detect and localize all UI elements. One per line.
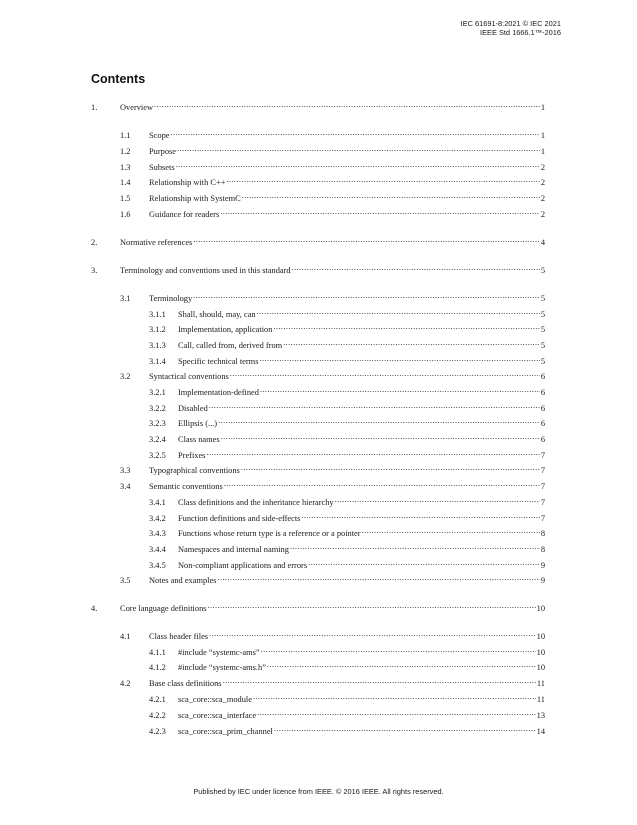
toc-entry-3-4-4[interactable] [149, 541, 545, 552]
toc-entry-title: Typographical conventions [149, 466, 240, 475]
toc-entry-title: #include “systemc-ams” [178, 648, 260, 657]
toc-entry-title: Shall, should, may, can [178, 310, 256, 319]
toc-entry-title: Class header files [149, 632, 209, 641]
toc-entry-number: 1. [91, 103, 98, 112]
toc-entry-title: Namespaces and internal naming [178, 545, 289, 554]
toc-dot-leader [242, 190, 540, 201]
toc-entry-title: Core language definitions [120, 604, 207, 613]
toc-entry-page: 11 [536, 695, 545, 704]
toc-entry-4-1-2[interactable] [149, 659, 545, 670]
toc-dot-leader [209, 400, 540, 411]
toc-entry-title: Notes and examples [149, 576, 217, 585]
toc-dot-leader [177, 143, 540, 154]
toc-entry-number: 3.2.3 [149, 419, 166, 428]
toc-entry-title: Disabled [178, 404, 208, 413]
toc-entry-title: Base class definitions [149, 679, 222, 688]
toc-entry-title: Scope [149, 131, 170, 140]
toc-entry-3[interactable] [91, 262, 545, 273]
toc-entry-number: 1.6 [120, 210, 131, 219]
toc-entry-title: Prefixes [178, 451, 206, 460]
toc-dot-leader [260, 384, 540, 395]
toc-entry-title: Normative references [120, 238, 193, 247]
toc-dot-leader [170, 127, 539, 138]
toc-entry-3-4[interactable] [120, 478, 545, 489]
toc-dot-leader [267, 659, 536, 670]
toc-entry-number: 3.1.3 [149, 341, 166, 350]
toc-dot-leader [193, 234, 540, 245]
toc-dot-leader [224, 478, 540, 489]
toc-entry-1-6[interactable] [120, 206, 545, 217]
toc-entry-page: 5 [540, 294, 545, 303]
toc-entry-number: 4.1.2 [149, 663, 166, 672]
toc-entry-page: 4 [540, 238, 545, 247]
toc-entry-title: Call, called from, derived from [178, 341, 283, 350]
toc-dot-leader [209, 628, 536, 639]
toc-entry-page: 13 [536, 711, 545, 720]
toc-entry-number: 3.4.4 [149, 545, 166, 554]
toc-entry-4-2-2[interactable] [149, 707, 545, 718]
toc-entry-1-3[interactable] [120, 159, 545, 170]
toc-entry-page: 2 [540, 194, 545, 203]
toc-entry-page: 6 [540, 372, 545, 381]
toc-entry-title: #include “systemc-ams.h” [178, 663, 266, 672]
footer-copyright: Published by IEC under licence from IEEE. © 2016 IEEE. All rights reserved. [193, 787, 444, 796]
toc-entry-title: Purpose [149, 147, 176, 156]
toc-entry-4-2[interactable] [120, 675, 545, 686]
toc-entry-title: Syntactical conventions [149, 372, 229, 381]
toc-entry-4[interactable] [91, 600, 545, 611]
toc-entry-title: Functions whose return type is a reference or a pointer [178, 529, 361, 538]
toc-dot-leader [274, 723, 536, 734]
toc-entry-title: Function definitions and side-effects [178, 514, 301, 523]
toc-entry-number: 4.2.2 [149, 711, 166, 720]
toc-entry-page: 2 [540, 178, 545, 187]
toc-entry-3-2-3[interactable] [149, 415, 545, 426]
toc-entry-title: sca_core::sca_module [178, 695, 252, 704]
toc-entry-4-1-1[interactable] [149, 644, 545, 655]
toc-entry-page: 5 [540, 357, 545, 366]
toc-dot-leader [217, 572, 539, 583]
toc-entry-4-2-1[interactable] [149, 691, 545, 702]
toc-entry-number: 4. [91, 604, 98, 613]
toc-dot-leader [301, 510, 539, 521]
toc-dot-leader [253, 691, 536, 702]
toc-entry-title: sca_core::sca_interface [178, 711, 257, 720]
toc-entry-3-2-2[interactable] [149, 400, 545, 411]
toc-entry-title: Semantic conventions [149, 482, 223, 491]
toc-entry-page: 10 [536, 663, 545, 672]
toc-entry-3-3[interactable] [120, 462, 545, 473]
toc-entry-number: 4.1 [120, 632, 131, 641]
toc-entry-page: 11 [536, 679, 545, 688]
toc-entry-page: 10 [536, 604, 545, 613]
toc-dot-leader [259, 353, 539, 364]
toc-entry-page: 6 [540, 404, 545, 413]
toc-entry-title: Implementation-defined [178, 388, 259, 397]
toc-dot-leader [230, 368, 540, 379]
toc-entry-page: 10 [536, 648, 545, 657]
toc-dot-leader [241, 462, 540, 473]
toc-entry-number: 3.2.2 [149, 404, 166, 413]
toc-entry-number: 3.4 [120, 482, 131, 491]
toc-entry-number: 1.5 [120, 194, 131, 203]
toc-entry-page: 5 [540, 266, 545, 275]
toc-dot-leader [221, 431, 540, 442]
toc-entry-page: 9 [540, 561, 545, 570]
toc-entry-number: 3.1.2 [149, 325, 166, 334]
toc-dot-leader [226, 174, 539, 185]
toc-entry-3-1[interactable] [120, 290, 545, 301]
toc-entry-number: 3.1.1 [149, 310, 166, 319]
toc-entry-number: 3.3 [120, 466, 131, 475]
toc-entry-number: 3.4.1 [149, 498, 166, 507]
toc-dot-leader [154, 99, 540, 110]
toc-entry-title: Ellipsis (...) [178, 419, 218, 428]
toc-entry-page: 8 [540, 545, 545, 554]
toc-entry-number: 3.2.5 [149, 451, 166, 460]
toc-entry-title: Terminology and conventions used in this standard [120, 266, 291, 275]
toc-entry-number: 3. [91, 266, 98, 275]
toc-entry-3-4-2[interactable] [149, 510, 545, 521]
toc-entry-number: 2. [91, 238, 98, 247]
toc-dot-leader [257, 707, 536, 718]
toc-entry-title: Class definitions and the inheritance hierarchy [178, 498, 334, 507]
toc-entry-number: 1.3 [120, 163, 131, 172]
toc-entry-3-1-2[interactable] [149, 321, 545, 332]
toc-entry-page: 5 [540, 310, 545, 319]
toc-entry-page: 8 [540, 529, 545, 538]
toc-entry-number: 3.4.5 [149, 561, 166, 570]
toc-entry-page: 1 [540, 103, 545, 112]
toc-entry-page: 9 [540, 576, 545, 585]
toc-entry-number: 1.2 [120, 147, 131, 156]
toc-entry-page: 2 [540, 210, 545, 219]
toc-entry-3-1-3[interactable] [149, 337, 545, 348]
toc-dot-leader [292, 262, 540, 273]
toc-dot-leader [335, 494, 540, 505]
toc-entry-4-1[interactable] [120, 628, 545, 639]
toc-entry-4-2-3[interactable] [149, 723, 545, 734]
toc-entry-1-1[interactable] [120, 127, 545, 138]
toc-entry-3-2-4[interactable] [149, 431, 545, 442]
header-standard-ieee: IEEE Std 1666.1™-2016 [480, 28, 561, 37]
toc-entry-3-4-3[interactable] [149, 525, 545, 536]
toc-entry-title: Specific technical terms [178, 357, 259, 366]
toc-dot-leader [223, 675, 536, 686]
toc-entry-title: Relationship with C++ [149, 178, 226, 187]
toc-entry-page: 1 [540, 131, 545, 140]
toc-entry-title: Overview [120, 103, 154, 112]
toc-entry-number: 3.2 [120, 372, 131, 381]
toc-dot-leader [218, 415, 540, 426]
toc-entry-page: 7 [540, 482, 545, 491]
toc-entry-number: 1.4 [120, 178, 131, 187]
toc-entry-page: 5 [540, 341, 545, 350]
toc-dot-leader [257, 306, 540, 317]
toc-entry-2[interactable] [91, 234, 545, 245]
toc-entry-1-5[interactable] [120, 190, 545, 201]
toc-entry-page: 7 [540, 451, 545, 460]
toc-entry-page: 6 [540, 388, 545, 397]
toc-dot-leader [220, 206, 540, 217]
toc-entry-number: 3.4.2 [149, 514, 166, 523]
toc-dot-leader [290, 541, 540, 552]
toc-dot-leader [362, 525, 540, 536]
toc-entry-3-1-1[interactable] [149, 306, 545, 317]
toc-entry-3-5[interactable] [120, 572, 545, 583]
toc-dot-leader [261, 644, 536, 655]
toc-entry-3-2-1[interactable] [149, 384, 545, 395]
toc-dot-leader [283, 337, 540, 348]
toc-entry-title: Subsets [149, 163, 175, 172]
toc-entry-number: 3.4.3 [149, 529, 166, 538]
toc-dot-leader [273, 321, 539, 332]
toc-entry-title: Terminology [149, 294, 193, 303]
toc-entry-1-2[interactable] [120, 143, 545, 154]
toc-entry-3-4-1[interactable] [149, 494, 545, 505]
toc-entry-page: 6 [540, 435, 545, 444]
toc-entry-page: 7 [540, 514, 545, 523]
toc-dot-leader [308, 557, 540, 568]
toc-entry-title: Relationship with SystemC [149, 194, 241, 203]
toc-entry-title: sca_core::sca_prim_channel [178, 727, 273, 736]
toc-entry-title: Class names [178, 435, 220, 444]
toc-entry-title: Implementation, application [178, 325, 273, 334]
toc-entry-page: 6 [540, 419, 545, 428]
toc-dot-leader [193, 290, 540, 301]
toc-entry-1[interactable] [91, 99, 545, 110]
toc-dot-leader [176, 159, 540, 170]
toc-entry-1-4[interactable] [120, 174, 545, 185]
toc-entry-3-4-5[interactable] [149, 557, 545, 568]
toc-entry-number: 4.2.1 [149, 695, 166, 704]
toc-entry-page: 7 [540, 498, 545, 507]
toc-entry-3-2[interactable] [120, 368, 545, 379]
toc-entry-3-1-4[interactable] [149, 353, 545, 364]
toc-entry-title: Guidance for readers [149, 210, 220, 219]
toc-entry-number: 4.2 [120, 679, 131, 688]
toc-entry-page: 1 [540, 147, 545, 156]
toc-entry-number: 3.1 [120, 294, 131, 303]
toc-entry-page: 2 [540, 163, 545, 172]
toc-entry-number: 1.1 [120, 131, 131, 140]
toc-entry-page: 7 [540, 466, 545, 475]
toc-entry-page: 10 [536, 632, 545, 641]
toc-entry-number: 3.2.4 [149, 435, 166, 444]
toc-entry-page: 5 [540, 325, 545, 334]
toc-entry-number: 3.1.4 [149, 357, 166, 366]
toc-entry-3-2-5[interactable] [149, 447, 545, 458]
toc-dot-leader [206, 447, 539, 458]
toc-entry-page: 14 [536, 727, 545, 736]
header-standard-iec: IEC 61691-8:2021 © IEC 2021 [460, 19, 561, 28]
toc-dot-leader [208, 600, 536, 611]
toc-entry-number: 4.1.1 [149, 648, 166, 657]
toc-entry-number: 3.5 [120, 576, 131, 585]
toc-entry-number: 4.2.3 [149, 727, 166, 736]
toc-entry-title: Non-compliant applications and errors [178, 561, 308, 570]
toc-entry-number: 3.2.1 [149, 388, 166, 397]
page-title: Contents [91, 72, 146, 86]
